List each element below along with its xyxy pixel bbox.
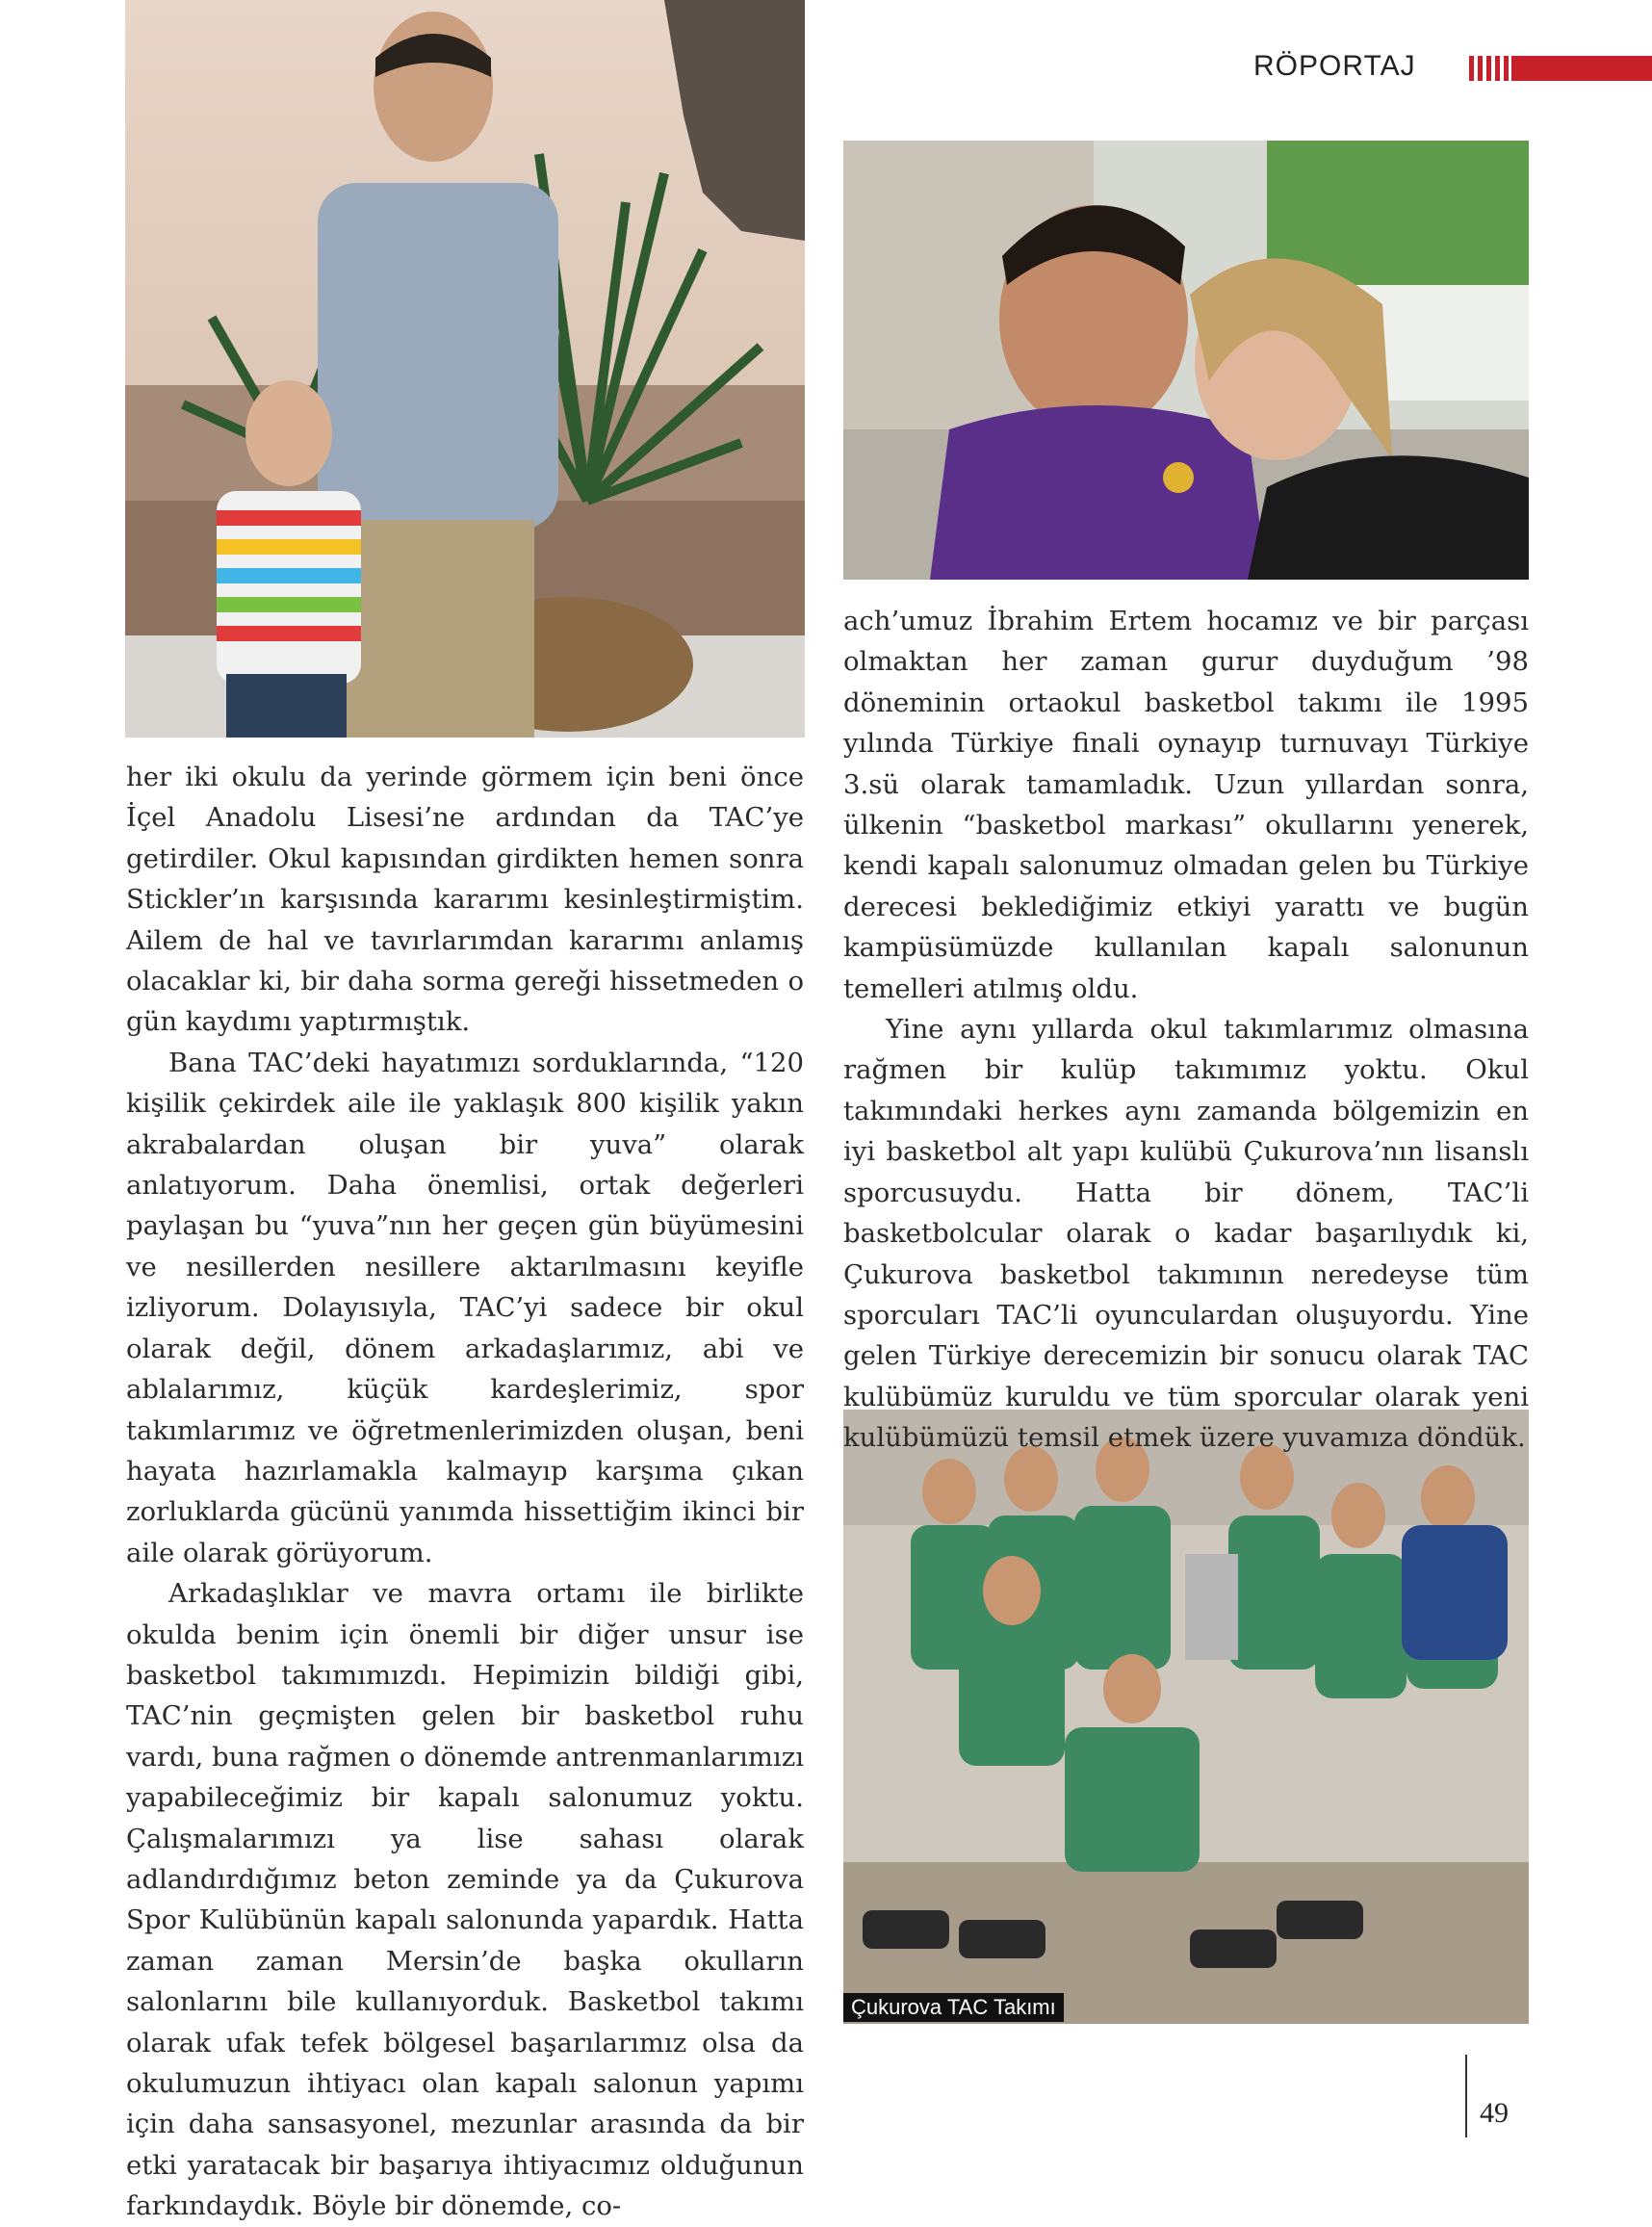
photo-seaside-portrait-icon [125,0,805,738]
section-label: RÖPORTAJ [1253,50,1416,82]
father-son-photo [125,0,805,738]
photo-couple-selfie-icon [843,141,1529,580]
article-left-column [126,757,804,2227]
article-right-column [843,601,1529,1459]
paragraph: her iki okulu da yerinde görmem için beni önce İçel Anadolu Lisesi’ne ardından da TAC’ye getirdiler. Okul kapısından girdikten hemen sonra Stickler’ın karşısında kararımı kesinleştirmiştim. Ailem de hal ve tavırlarımdan kararımı anlamış olacaklar ki, bir daha sorma gereği hissetmeden o gün kaydımı yaptırmıştık. [126,762,804,1038]
paragraph: Arkadaşlıklar ve mavra ortamı ile birlikte okulda benim için önemli bir diğer unsur ise basketbol takımımızdı. Hepimizin bildiği gibi, TAC’nin geçmişten gelen bir basketbol ruhu vardı, buna rağmen o dönemde antrenmanlarımızı yapabileceğimiz bir kapalı salonumuz yoktu. Çalışmalarımızı ya lise sahası olarak adlandırdığımız beton zeminde ya da Çukurova Spor Kulübünün kapalı salonunda yapardık. Hatta zaman zaman Mersin’de başka okulların salonlarını bile kullanıyorduk. Basketbol takımı olarak ufak tefek bölgesel başarılarımız olsa da okulumuzun ihtiyacı olan kapalı salonun yapımı için daha sansasyonel, mezunlar arasında da bir etki yaratacak bir başarıya ihtiyacımız olduğunun farkındaydık. Böyle bir dönemde, co- [126,1578,804,2222]
photo-basketball-team-icon [843,1410,1529,2024]
paragraph: ach’umuz İbrahim Ertem hocamız ve bir parçası olmaktan her zaman gurur duyduğum ’98 döneminin ortaokul basketbol takımı ile 1995 yılında Türkiye finali oynayıp turnuvayı Türkiye 3.sü olarak tamamladık. Uzun yıllardan sonra, ülkenin “basketbol markası” okullarını yenerek, kendi kapalı salonumuz olmadan gelen bu Türkiye derecesi beklediğimiz etkiyi yarattı ve bugün kampüsümüzde kullanılan kapalı salonunun temelleri atılmış oldu. [843,606,1529,1004]
team-photo [843,1410,1529,2024]
paragraph: Yine aynı yıllarda okul takımlarımız olmasına rağmen bir kulüp takımımız yoktu. Okul takımındaki herkes aynı zamanda bölgemizin en iyi basketbol alt yapı kulübü Çukurova’nın lisanslı sporcusuydu. Hatta bir dönem, TAC’li basketbolcular olarak o kadar başarılıydık ki, Çukurova basketbol takımının neredeyse tüm sporcuları TAC’li oyunculardan oluşuyordu. Yine gelen Türkiye derecemizin bir sonucu olarak TAC kulübümüz kuruldu ve tüm sporcular olarak yeni kulübümüzü temsil etmek üzere yuvamıza döndük. [843,1014,1529,1454]
team-photo-caption: Çukurova TAC Takımı [843,1993,1064,2022]
page-number-divider [1465,2055,1467,2137]
paragraph: Bana TAC’deki hayatımızı sorduklarında, “120 kişilik çekirdek aile ile yaklaşık 800 kişilik yakın akrabalardan oluşan bir yuva” olarak anlatıyorum. Daha önemlisi, ortak değerleri paylaşan bu “yuva”nın her geçen gün büyümesini ve nesillerden nesillere aktarılmasını keyifle izliyorum. Dolayısıyla, TAC’yi sadece bir okul olarak değil, dönem arkadaşlarımız, abi ve ablalarımız, küçük kardeşlerimiz, spor takımlarımız ve öğretmenlerimizden oluşan, beni hayata hazırlamakla kalmayıp karşıma çıkan zorluklarda gücünü yanımda hissettiğim ikinci bir aile olarak görüyorum. [126,1047,804,1568]
section-accent-bar [1511,56,1652,81]
couple-photo [843,141,1529,580]
page-number: 49 [1480,2097,1509,2129]
